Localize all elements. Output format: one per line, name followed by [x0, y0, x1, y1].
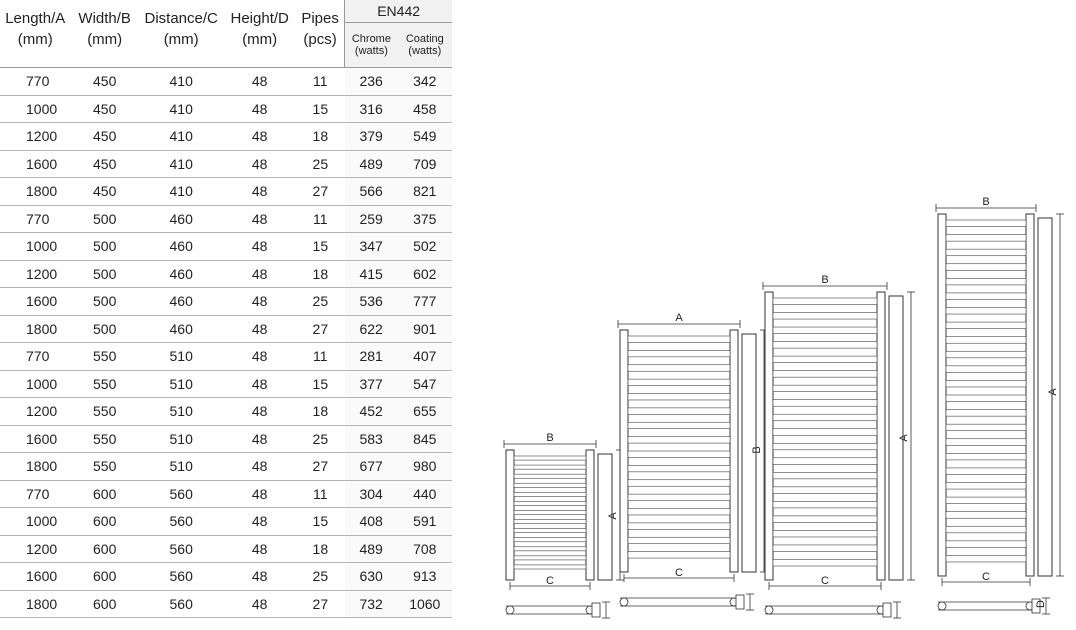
table-cell: 821 — [398, 178, 452, 206]
table-cell: 500 — [70, 205, 138, 233]
radiator-bar — [628, 465, 730, 471]
table-cell: 48 — [223, 480, 295, 508]
table-cell: 560 — [139, 480, 224, 508]
header-width: Width/B (mm) — [70, 0, 138, 68]
dimension-label-c: C — [821, 575, 829, 587]
radiator-bar — [946, 410, 1026, 417]
table-cell: 777 — [398, 288, 452, 316]
table-cell: 458 — [398, 95, 452, 123]
table-cell: 11 — [296, 343, 345, 371]
table-cell: 342 — [398, 68, 452, 96]
table-cell: 550 — [70, 398, 138, 426]
table-cell: 15 — [296, 95, 345, 123]
table-cell: 560 — [139, 535, 224, 563]
table-cell: 583 — [345, 425, 398, 453]
radiator-left-rail — [620, 330, 628, 572]
radiator-bar — [946, 380, 1026, 387]
radiator-right-rail — [877, 292, 885, 580]
radiator-bar — [628, 394, 730, 400]
radiator-bar — [946, 322, 1026, 329]
table-cell: 48 — [223, 590, 295, 618]
table-cell: 450 — [70, 178, 138, 206]
table-cell: 460 — [139, 288, 224, 316]
table-cell: 913 — [398, 563, 452, 591]
table-cell: 236 — [345, 68, 398, 96]
table-cell: 27 — [296, 315, 345, 343]
radiator-bar — [628, 509, 730, 515]
dimension-label-a: A — [675, 312, 683, 324]
table-cell: 48 — [223, 260, 295, 288]
radiator-bar — [946, 337, 1026, 344]
wall-bracket — [883, 603, 891, 617]
table-cell: 452 — [345, 398, 398, 426]
radiator-bar — [946, 512, 1026, 519]
table-cell: 259 — [345, 205, 398, 233]
table-cell: 48 — [223, 508, 295, 536]
table-cell: 770 — [0, 343, 70, 371]
table-cell: 410 — [139, 150, 224, 178]
table-cell: 1060 — [398, 590, 452, 618]
table-cell: 460 — [139, 233, 224, 261]
table-cell: 316 — [345, 95, 398, 123]
pipe-connector — [506, 606, 514, 614]
pipe-connector — [620, 598, 628, 606]
radiator-bar — [773, 472, 877, 479]
table-cell: 1200 — [0, 123, 70, 151]
radiator-bar — [514, 565, 586, 569]
dimension-label-a: A — [1047, 388, 1059, 396]
radiator-side-view — [1038, 218, 1052, 576]
table-cell: 11 — [296, 205, 345, 233]
table-cell: 48 — [223, 453, 295, 481]
radiator-bar — [773, 530, 877, 537]
table-cell: 408 — [345, 508, 398, 536]
table-cell: 48 — [223, 205, 295, 233]
table-cell: 48 — [223, 68, 295, 96]
table-cell: 566 — [345, 178, 398, 206]
dimension-label-a: A — [898, 434, 910, 442]
table-cell: 410 — [139, 178, 224, 206]
header-distance: Distance/C (mm) — [139, 0, 224, 68]
table-cell: 48 — [223, 95, 295, 123]
table-cell: 347 — [345, 233, 398, 261]
table-cell: 770 — [0, 480, 70, 508]
radiator-bar — [628, 451, 730, 457]
radiator-bar — [628, 537, 730, 543]
table-cell: 510 — [139, 370, 224, 398]
radiator-bar — [514, 492, 586, 496]
radiator-bar — [773, 429, 877, 436]
table-cell: 27 — [296, 178, 345, 206]
radiator-right-rail — [1026, 214, 1034, 576]
table-cell: 48 — [223, 535, 295, 563]
table-cell: 11 — [296, 68, 345, 96]
table-cell: 510 — [139, 453, 224, 481]
table-cell: 547 — [398, 370, 452, 398]
table-cell: 980 — [398, 453, 452, 481]
radiator-bar — [946, 351, 1026, 358]
table-cell: 377 — [345, 370, 398, 398]
table-cell: 550 — [70, 453, 138, 481]
radiator-bar — [946, 424, 1026, 431]
table-cell: 901 — [398, 315, 452, 343]
radiator-bar — [773, 458, 877, 465]
radiator-bar — [946, 366, 1026, 373]
table-cell: 48 — [223, 315, 295, 343]
table-cell: 677 — [345, 453, 398, 481]
header-length: Length/A (mm) — [0, 0, 70, 68]
table-cell: 25 — [296, 288, 345, 316]
table-cell: 48 — [223, 398, 295, 426]
radiator-bar — [628, 350, 730, 356]
table-cell: 630 — [345, 563, 398, 591]
radiator-bar — [628, 437, 730, 443]
table-cell: 1200 — [0, 535, 70, 563]
table-cell: 18 — [296, 398, 345, 426]
radiator-bar — [946, 526, 1026, 533]
table-cell: 489 — [345, 535, 398, 563]
table-cell: 15 — [296, 508, 345, 536]
radiator-bar — [946, 235, 1026, 242]
pipe-connector — [938, 602, 946, 610]
radiator-bar — [628, 552, 730, 558]
table-cell: 732 — [345, 590, 398, 618]
table-cell: 622 — [345, 315, 398, 343]
radiator-bar — [514, 556, 586, 560]
radiator-bar — [946, 541, 1026, 548]
table-cell: 379 — [345, 123, 398, 151]
radiator-bar — [514, 547, 586, 551]
table-cell: 1000 — [0, 508, 70, 536]
radiator-bar — [628, 523, 730, 529]
radiator-bar — [773, 545, 877, 552]
radiator-bar — [773, 327, 877, 334]
table-cell: 510 — [139, 343, 224, 371]
radiator-bar — [628, 365, 730, 371]
radiator-left-rail — [765, 292, 773, 580]
radiator-bar — [628, 379, 730, 385]
table-cell: 1800 — [0, 178, 70, 206]
table-cell: 1800 — [0, 315, 70, 343]
table-cell: 460 — [139, 260, 224, 288]
radiator-bar — [946, 483, 1026, 490]
table-cell: 407 — [398, 343, 452, 371]
table-cell: 1600 — [0, 563, 70, 591]
table-cell: 600 — [70, 508, 138, 536]
radiator-left-rail — [938, 214, 946, 576]
radiator-bar — [628, 494, 730, 500]
radiator-bar — [514, 456, 586, 460]
table-cell: 600 — [70, 563, 138, 591]
table-cell: 460 — [139, 205, 224, 233]
table-cell: 845 — [398, 425, 452, 453]
table-cell: 48 — [223, 425, 295, 453]
table-cell: 591 — [398, 508, 452, 536]
table-cell: 1800 — [0, 453, 70, 481]
table-cell: 770 — [0, 68, 70, 96]
dimension-label-a: A — [607, 512, 619, 520]
radiator-bar — [773, 516, 877, 523]
radiator-bar — [628, 336, 730, 342]
table-cell: 500 — [70, 288, 138, 316]
radiator-bar — [773, 414, 877, 421]
radiator-bar — [946, 439, 1026, 446]
table-cell: 18 — [296, 260, 345, 288]
table-cell: 510 — [139, 398, 224, 426]
table-cell: 48 — [223, 123, 295, 151]
radiator-bar — [514, 529, 586, 533]
table-cell: 450 — [70, 95, 138, 123]
table-cell: 48 — [223, 563, 295, 591]
radiator-bar — [773, 501, 877, 508]
table-cell: 655 — [398, 398, 452, 426]
radiator-bar — [628, 408, 730, 414]
radiator-bar — [773, 443, 877, 450]
radiator-bar — [514, 520, 586, 524]
dimension-label-c: C — [546, 575, 554, 587]
table-cell: 1600 — [0, 425, 70, 453]
table-cell: 48 — [223, 178, 295, 206]
radiator-bar — [773, 356, 877, 363]
table-cell: 48 — [223, 343, 295, 371]
dimension-label-c: C — [675, 567, 683, 579]
table-cell: 15 — [296, 233, 345, 261]
dimension-label-b: B — [546, 432, 554, 444]
radiator-bar — [628, 480, 730, 486]
radiator-bar — [514, 465, 586, 469]
radiator-bar — [773, 559, 877, 566]
radiator-bar — [946, 395, 1026, 402]
table-cell: 48 — [223, 288, 295, 316]
table-cell: 25 — [296, 563, 345, 591]
table-cell: 27 — [296, 453, 345, 481]
table-cell: 502 — [398, 233, 452, 261]
table-cell: 500 — [70, 233, 138, 261]
radiator-bar — [773, 298, 877, 305]
radiator-bar — [946, 468, 1026, 475]
table-cell: 708 — [398, 535, 452, 563]
table-cell: 1200 — [0, 260, 70, 288]
table-cell: 709 — [398, 150, 452, 178]
header-pipes: Pipes (pcs) — [296, 0, 345, 68]
table-cell: 18 — [296, 535, 345, 563]
radiator-left-rail — [506, 450, 514, 580]
wall-bracket — [736, 595, 744, 609]
header-en442: EN442 — [345, 0, 452, 23]
table-cell: 1600 — [0, 288, 70, 316]
table-cell: 460 — [139, 315, 224, 343]
radiator-bar — [946, 293, 1026, 300]
table-cell: 375 — [398, 205, 452, 233]
table-cell: 602 — [398, 260, 452, 288]
table-cell: 304 — [345, 480, 398, 508]
radiator-bar — [514, 538, 586, 542]
table-cell: 549 — [398, 123, 452, 151]
radiator-bar — [946, 264, 1026, 271]
table-cell: 1600 — [0, 150, 70, 178]
radiator-right-rail — [586, 450, 594, 580]
table-cell: 1000 — [0, 370, 70, 398]
table-cell: 450 — [70, 123, 138, 151]
table-cell: 550 — [70, 425, 138, 453]
radiator-bar — [514, 501, 586, 505]
pipe-connector — [765, 606, 773, 614]
radiator-bar — [946, 555, 1026, 562]
dimension-label-b: B — [751, 446, 763, 454]
table-cell: 600 — [70, 535, 138, 563]
header-coating: Coating (watts) — [398, 23, 452, 68]
dimension-label-b: B — [821, 274, 829, 286]
dimension-label-c: C — [982, 571, 990, 583]
table-cell: 560 — [139, 508, 224, 536]
table-cell: 500 — [70, 315, 138, 343]
table-cell: 770 — [0, 205, 70, 233]
radiator-bar — [514, 483, 586, 487]
wall-bracket — [592, 603, 600, 617]
table-cell: 489 — [345, 150, 398, 178]
table-cell: 410 — [139, 95, 224, 123]
radiator-bar — [946, 249, 1026, 256]
header-height: Height/D (mm) — [223, 0, 295, 68]
table-cell: 18 — [296, 123, 345, 151]
table-cell: 25 — [296, 425, 345, 453]
table-cell: 1800 — [0, 590, 70, 618]
table-cell: 27 — [296, 590, 345, 618]
radiator-bar — [946, 453, 1026, 460]
table-cell: 1000 — [0, 233, 70, 261]
table-cell: 415 — [345, 260, 398, 288]
table-cell: 25 — [296, 150, 345, 178]
dimension-label-b: B — [982, 196, 990, 208]
table-cell: 600 — [70, 590, 138, 618]
table-cell: 15 — [296, 370, 345, 398]
radiator-bar — [773, 385, 877, 392]
dimension-label-d: D — [1035, 600, 1047, 608]
table-cell: 281 — [345, 343, 398, 371]
table-cell: 536 — [345, 288, 398, 316]
radiator-bar — [628, 422, 730, 428]
table-cell: 48 — [223, 233, 295, 261]
table-cell: 450 — [70, 68, 138, 96]
radiator-right-rail — [730, 330, 738, 572]
radiator-bar — [773, 487, 877, 494]
radiator-bar — [514, 474, 586, 478]
radiator-bar — [773, 371, 877, 378]
table-cell: 1200 — [0, 398, 70, 426]
table-cell: 410 — [139, 68, 224, 96]
radiator-bar — [946, 308, 1026, 315]
radiator-bar — [773, 400, 877, 407]
radiator-bar — [946, 220, 1026, 227]
radiator-bar — [946, 497, 1026, 504]
table-cell: 550 — [70, 343, 138, 371]
table-cell: 560 — [139, 563, 224, 591]
table-cell: 440 — [398, 480, 452, 508]
table-cell: 560 — [139, 590, 224, 618]
table-cell: 450 — [70, 150, 138, 178]
table-cell: 510 — [139, 425, 224, 453]
table-cell: 410 — [139, 123, 224, 151]
radiator-bar — [946, 278, 1026, 285]
radiator-bar — [773, 313, 877, 320]
table-cell: 11 — [296, 480, 345, 508]
table-cell: 48 — [223, 370, 295, 398]
radiator-bar — [773, 342, 877, 349]
table-cell: 1000 — [0, 95, 70, 123]
header-chrome: Chrome (watts) — [345, 23, 398, 68]
table-cell: 550 — [70, 370, 138, 398]
table-cell: 600 — [70, 480, 138, 508]
table-cell: 48 — [223, 150, 295, 178]
table-cell: 500 — [70, 260, 138, 288]
radiator-bar — [514, 510, 586, 514]
